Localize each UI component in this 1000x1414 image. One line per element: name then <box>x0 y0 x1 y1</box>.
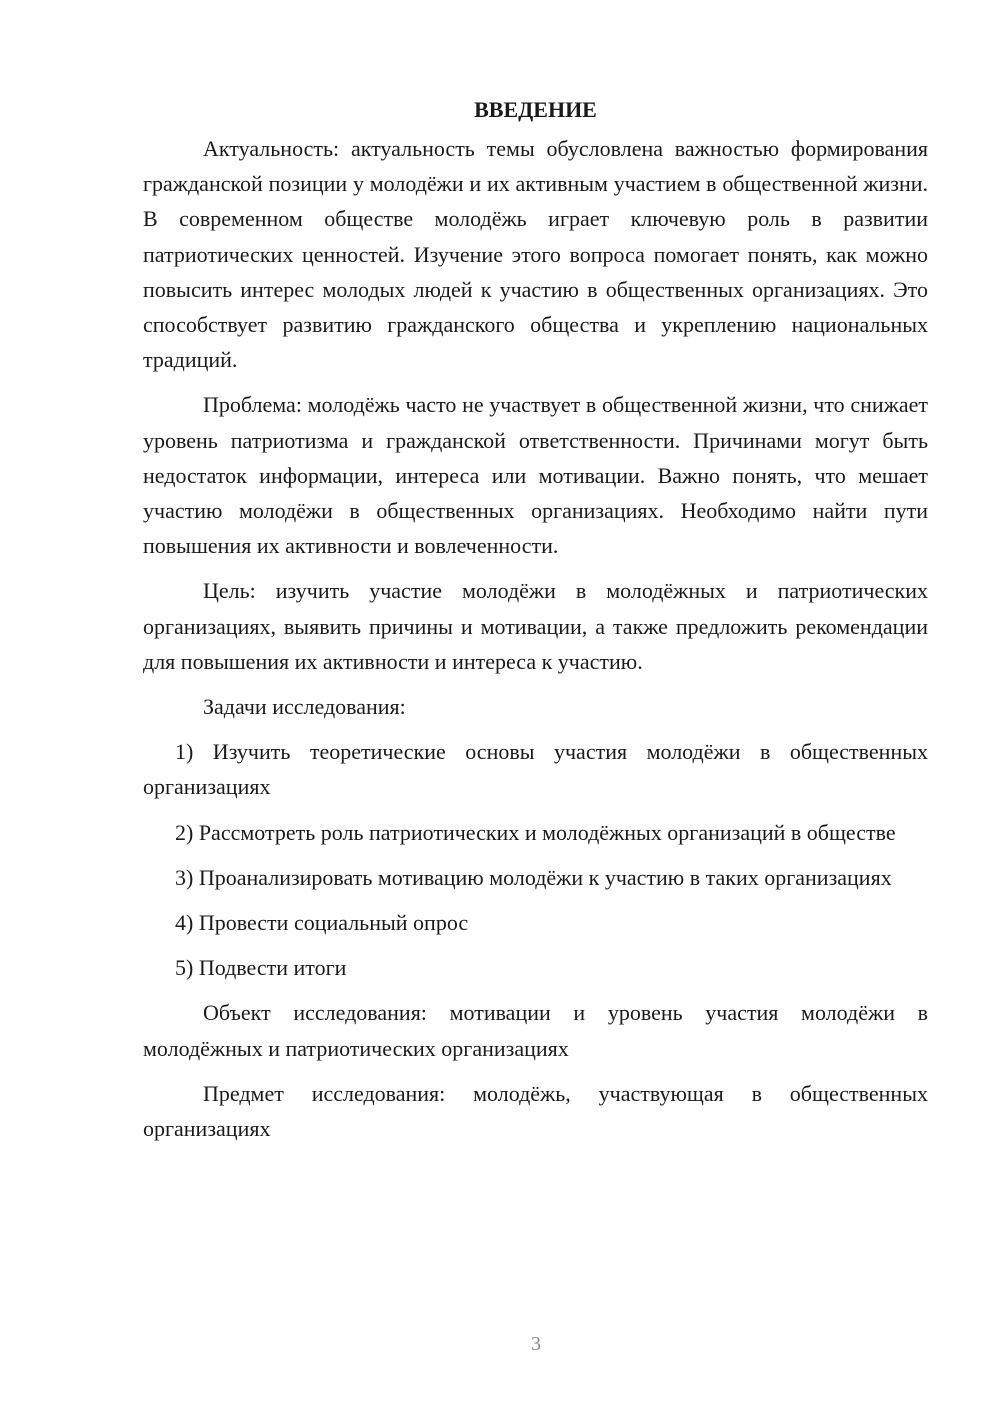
object-paragraph: Объект исследования: мотивации и уровень участия молодёжи в молодёжных и патриотических организациях <box>143 1000 928 1061</box>
section-heading: ВВЕДЕНИЕ <box>474 97 597 122</box>
problem-paragraph: Проблема: молодёжь часто не участвует в общественной жизни, что снижает уровень патриотизма и гражданской ответственности. Причинами могут быть недостаток информации, интереса или мотивации. Важно понять, что мешает участию молодёжи в общественных организациях. Необходимо найти пути повышения их активности и вовлеченности. <box>143 392 928 559</box>
task-item-1: 1) Изучить теоретические основы участия молодёжи в общественных организациях <box>143 739 928 800</box>
subject-paragraph: Предмет исследования: молодёжь, участвующая в общественных организациях <box>143 1080 928 1142</box>
task-item-4: 4) Провести социальный опрос <box>175 910 469 936</box>
goal-paragraph: Цель: изучить участие молодёжи в молодёжных и патриотических организациях, выявить причины и мотивации, а также предложить рекомендации для повышения их активности и интереса к участию. <box>143 578 928 674</box>
task-item-3: 3) Проанализировать мотивацию молодёжи к участию в таких организациях <box>175 864 892 890</box>
task-item-2: 2) Рассмотреть роль патриотических и молодёжных организаций в обществе <box>175 819 896 845</box>
tasks-title: Задачи исследования: <box>203 694 406 720</box>
relevance-paragraph: Актуальность: актуальность темы обусловлена важностью формирования гражданской позиции у молодёжи и их активным участием в общественной жизни. В современном обществе молодёжь играет ключевую роль в развитии патриотических ценностей. Изучение этого вопроса помогает понять, как можно повысить интерес молодых людей к участию в общественных организациях. Это способствует развитию гражданского общества и укреплению национальных традиций. <box>143 136 928 373</box>
page-number: 3 <box>531 1333 541 1355</box>
task-item-5: 5) Подвести итоги <box>175 955 347 981</box>
document-page <box>143 95 928 1156</box>
